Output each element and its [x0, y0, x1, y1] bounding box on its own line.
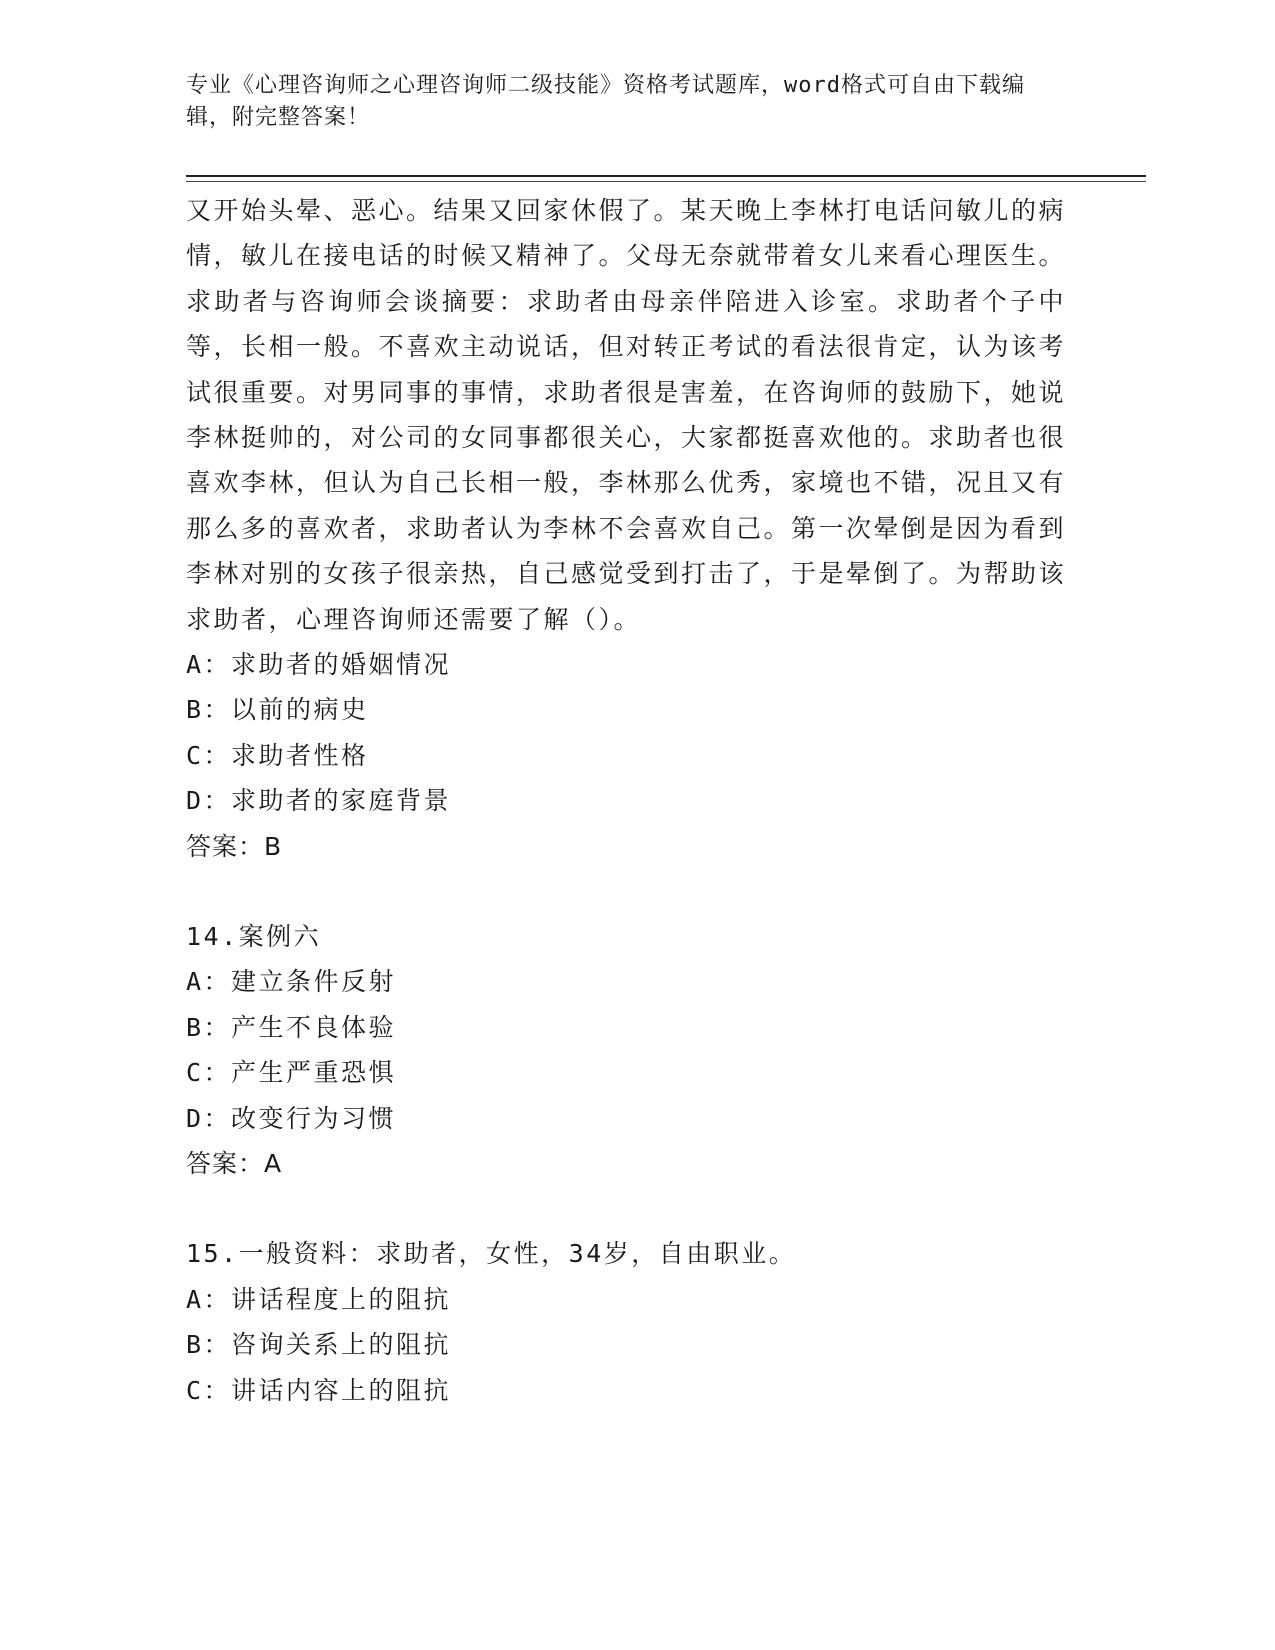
question-14	[186, 914, 1066, 1186]
header-rule-thick	[186, 175, 1146, 177]
question-14-option-b: B：产生不良体验	[186, 1012, 397, 1042]
question-spacer	[186, 1186, 1066, 1231]
question-14-option-d: D：改变行为习惯	[186, 1103, 397, 1133]
question-15	[186, 1231, 1066, 1413]
question-13-option-d: D：求助者的家庭背景	[186, 786, 452, 816]
question-spacer	[186, 869, 1066, 914]
question-14-option-c: C：产生严重恐惧	[186, 1058, 397, 1088]
question-13	[186, 188, 1066, 869]
question-15-option-a: A：讲话程度上的阻抗	[186, 1284, 452, 1314]
question-15-option-b: B：咨询关系上的阻抗	[186, 1330, 452, 1360]
document-header: 专业《心理咨询师之心理咨询师二级技能》资格考试题库，word格式可自由下载编辑，附完整答案！	[186, 73, 1025, 130]
question-13-answer: 答案：B	[186, 831, 283, 861]
header-rule-thin	[186, 181, 1146, 182]
question-15-stem: 15.一般资料：求助者，女性，34岁，自由职业。	[186, 1239, 797, 1269]
question-14-answer: 答案：A	[186, 1148, 283, 1178]
document-body	[186, 188, 1066, 1413]
question-15-option-c: C：讲话内容上的阻抗	[186, 1375, 452, 1405]
question-13-option-b: B：以前的病史	[186, 695, 369, 725]
question-13-option-c: C：求助者性格	[186, 740, 369, 770]
question-14-option-a: A：建立条件反射	[186, 967, 397, 997]
question-14-stem: 14.案例六	[186, 922, 322, 952]
question-13-text: 又开始头晕、恶心。结果又回家休假了。某天晚上李林打电话问敏儿的病情，敏儿在接电话的时候又精神了。父母无奈就带着女儿来看心理医生。求助者与咨询师会谈摘要：求助者由母亲伴陪进入诊室。求助者个子中等，长相一般。不喜欢主动说话，但对转正考试的看法很肯定，认为该考试很重要。对男同事的事情，求助者很是害羞，在咨询师的鼓励下，她说李林挺帅的，对公司的女同事都很关心，大家都挺喜欢他的。求助者也很喜欢李林，但认为自己长相一般，李林那么优秀，家境也不错，况且又有那么多的喜欢者，求助者认为李林不会喜欢自己。第一次晕倒是因为看到李林对别的女孩子很亲热，自己感觉受到打击了，于是晕倒了。为帮助该求助者，心理咨询师还需要了解（）。	[186, 196, 1067, 634]
question-13-option-a: A：求助者的婚姻情况	[186, 650, 452, 680]
